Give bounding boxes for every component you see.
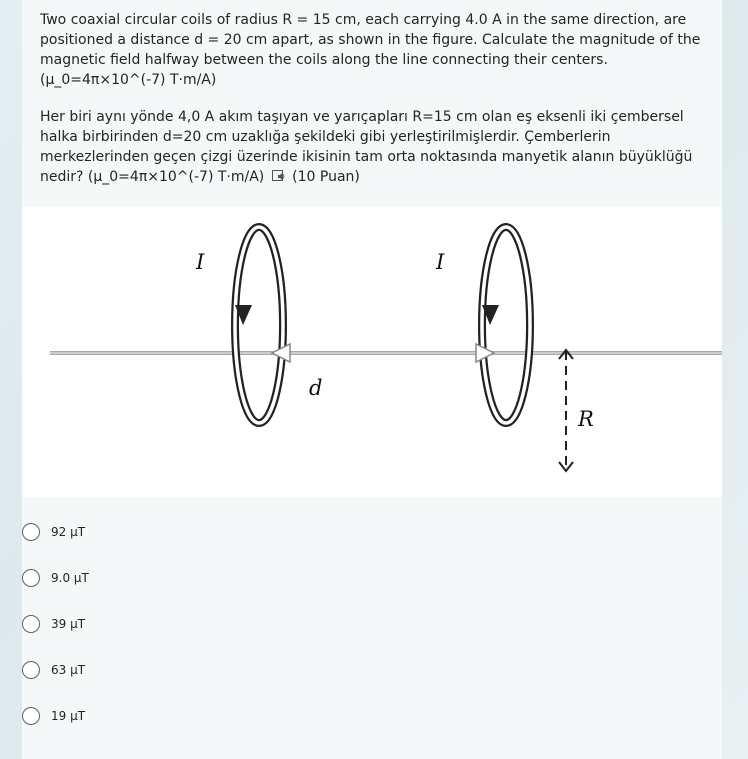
option-2-radio[interactable] [22, 569, 40, 587]
question-turkish-text: Her biri aynı yönde 4,0 A akım taşıyan ve yarıçapları R=15 cm olan eş eksenli iki çembersel halka birbirinden d=20 cm uzaklığa şekildeki gibi yerleştirilmişlerdir. Çemberlerin merkezlerinden geçen çizgi üzerinde ikisinin tam orta noktasında manyetik alanın büyüklüğü nedir? (μ_0=4π×10^(-7) T·m/A) [40, 109, 693, 185]
option-1-radio[interactable] [22, 523, 40, 541]
option-2-label: 9.0 µT [51, 571, 89, 585]
current-label-left: I [196, 250, 205, 274]
question-turkish [40, 107, 720, 187]
distance-label: d [309, 376, 323, 400]
option-4-radio[interactable] [22, 661, 40, 679]
option-3-label: 39 µT [51, 617, 86, 631]
right-coil [482, 227, 530, 423]
question-text [40, 10, 720, 187]
question-english-text: Two coaxial circular coils of radius R = 15 cm, each carrying 4.0 A in the same direction, are positioned a distance d = 20 cm apart, as shown in the figure. Calculate the magnitude of the magnetic field halfway between the coils along the line connecting their centers. [40, 12, 701, 68]
option-4[interactable] [22, 658, 222, 682]
option-5-label: 19 µT [51, 709, 86, 723]
option-5[interactable] [22, 704, 222, 728]
left-coil [235, 227, 283, 423]
radius-label: R [578, 407, 594, 431]
option-1[interactable] [22, 520, 222, 544]
question-points: (10 Puan) [292, 169, 360, 185]
coils-figure [22, 207, 722, 497]
option-3-radio[interactable] [22, 615, 40, 633]
immersive-reader-icon[interactable] [272, 170, 285, 182]
question-english [40, 10, 720, 90]
option-5-radio[interactable] [22, 707, 40, 725]
coils-diagram [22, 207, 722, 497]
option-3[interactable] [22, 612, 222, 636]
option-2[interactable] [22, 566, 222, 590]
current-label-right: I [436, 250, 445, 274]
option-1-label: 92 µT [51, 525, 86, 539]
radius-indicator [559, 350, 573, 471]
option-4-label: 63 µT [51, 663, 86, 677]
question-english-constant: (μ_0=4π×10^(-7) T·m/A) [40, 72, 217, 88]
